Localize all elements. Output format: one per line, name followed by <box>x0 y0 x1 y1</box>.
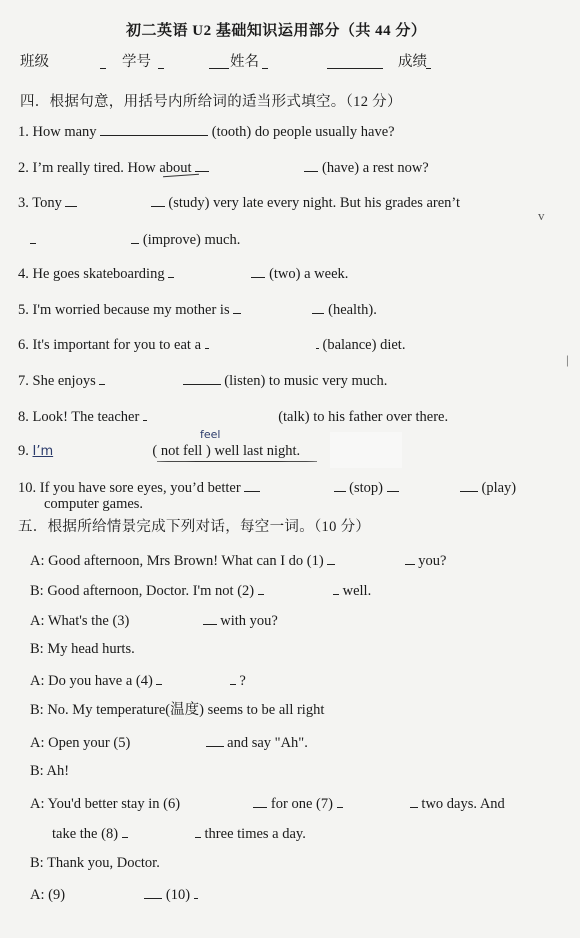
dialog-line-1 <box>30 550 446 570</box>
dialog-2-before: B: Good afternoon, Doctor. I'm not (2) <box>30 583 255 599</box>
q3-number: 3. <box>18 195 29 211</box>
q5-blank-a[interactable] <box>233 299 241 314</box>
dialog-9-mid: for one (7) <box>270 796 333 812</box>
q6 <box>18 334 405 354</box>
q3-blank-c[interactable] <box>30 229 36 244</box>
dialog-blank-10[interactable] <box>194 884 198 899</box>
dialog-5-before: A: Do you have a (4) <box>30 673 153 689</box>
q1-number: 1. <box>18 124 29 140</box>
score-field-tail <box>426 68 431 69</box>
check-mark: v <box>538 208 545 223</box>
dialog-line-4: B: My head hurts. <box>30 641 135 657</box>
q7-after: (listen) to music very much. <box>224 373 388 389</box>
dialog-2-after: well. <box>342 583 372 599</box>
dialog-blank-8a[interactable] <box>122 823 128 838</box>
q6-after: (balance) diet. <box>322 337 406 353</box>
dialog-line-2 <box>30 580 371 600</box>
q6-blank-b[interactable] <box>316 334 319 349</box>
q3-blank-d[interactable] <box>131 229 139 244</box>
dialog-line-11: B: Thank you, Doctor. <box>30 855 160 871</box>
q2-blank-b[interactable] <box>304 157 318 172</box>
dialog-blank-9[interactable] <box>144 884 162 899</box>
dialog-line-12 <box>30 884 198 904</box>
dialog-10-after: three times a day. <box>204 826 306 842</box>
q9 <box>18 441 300 461</box>
dialog-blank-5[interactable] <box>206 732 224 747</box>
q3-before: Tony <box>32 195 62 211</box>
section4-heading: 四．根据句意，用括号内所给词的适当形式填空。（12 分） <box>20 94 402 110</box>
q10-blank-d[interactable] <box>460 477 478 492</box>
q1 <box>18 121 395 141</box>
q8 <box>18 406 448 426</box>
dialog-line-9 <box>30 793 505 813</box>
q8-after: (talk) to his father over there. <box>278 409 449 425</box>
score-field[interactable] <box>327 68 383 69</box>
q5-number: 5. <box>18 302 29 318</box>
q4 <box>18 263 348 283</box>
dialog-blank-3[interactable] <box>203 610 217 625</box>
q2 <box>18 157 429 177</box>
dialog-12-before: A: (9) <box>30 887 66 903</box>
q4-blank-b[interactable] <box>251 263 265 278</box>
dialog-9-before: A: You'd better stay in (6) <box>30 796 181 812</box>
q9-erased-area <box>330 432 402 468</box>
q6-number: 6. <box>18 337 29 353</box>
q5-before: I'm worried because my mother is <box>32 302 230 318</box>
dialog-7-after: and say "Ah". <box>227 735 308 751</box>
q10-mid: (stop) <box>349 480 384 496</box>
dialog-3-after: with you? <box>220 613 278 629</box>
q6-blank-a[interactable] <box>205 334 209 349</box>
q5 <box>18 299 377 319</box>
q1-before: How many <box>32 124 97 140</box>
dialog-blank-8b[interactable] <box>195 823 201 838</box>
dialog-blank-2a[interactable] <box>258 580 264 595</box>
q10-number: 10. <box>18 480 37 496</box>
name-field-lead[interactable] <box>209 68 229 69</box>
dialog-line-3 <box>30 610 278 630</box>
q9-after: ( not fell ) well last night. <box>152 443 301 459</box>
dialog-blank-2b[interactable] <box>333 580 339 595</box>
margin-tick: | <box>566 352 569 367</box>
q10-blank-b[interactable] <box>334 477 346 492</box>
class-label: 班级 <box>20 54 49 70</box>
dialog-1-after: you? <box>418 553 447 569</box>
dialog-line-7 <box>30 732 308 752</box>
q2-before: I’m really tired. How about <box>32 160 192 176</box>
q9-underline-mark <box>157 461 317 462</box>
score-label: 成绩 <box>398 54 427 70</box>
q5-after: (health). <box>328 302 377 318</box>
q10-before: If you have sore eyes, you’d better <box>39 480 241 496</box>
class-field[interactable] <box>100 68 106 69</box>
name-label: 姓名 <box>230 54 259 70</box>
dialog-10-before: take the (8) <box>52 826 119 842</box>
dialog-blank-1b[interactable] <box>405 550 415 565</box>
dialog-blank-1a[interactable] <box>327 550 335 565</box>
dialog-blank-7b[interactable] <box>410 793 418 808</box>
dialog-line-8: B: Ah! <box>30 763 70 779</box>
name-field[interactable] <box>262 68 268 69</box>
q2-blank-a[interactable] <box>195 157 209 172</box>
dialog-blank-4a[interactable] <box>156 670 162 685</box>
q9-number: 9. <box>18 443 29 459</box>
q3-cont-after: (improve) much. <box>142 232 241 248</box>
q10-cont: computer games. <box>44 496 144 512</box>
q4-after: (two) a week. <box>269 266 349 282</box>
q4-number: 4. <box>18 266 29 282</box>
q3-after: (study) very late every night. But his grades aren’t <box>168 195 461 211</box>
q9-before: I’m <box>32 444 54 459</box>
student-no-field[interactable] <box>158 68 164 69</box>
q4-before: He goes skateboarding <box>32 266 165 282</box>
dialog-7-before: A: Open your (5) <box>30 735 131 751</box>
q10-after: (play) <box>481 480 517 496</box>
q7-number: 7. <box>18 373 29 389</box>
q10-blank-c[interactable] <box>387 477 399 492</box>
q7 <box>18 370 387 390</box>
q8-number: 8. <box>18 409 29 425</box>
dialog-blank-7a[interactable] <box>337 793 343 808</box>
q1-after: (tooth) do people usually have? <box>211 124 395 140</box>
q9-handwriting: feel <box>200 428 221 441</box>
section5-heading: 五．根据所给情景完成下列对话，每空一词。（10 分） <box>18 519 371 535</box>
dialog-9-after: two days. And <box>421 796 505 812</box>
q2-number: 2. <box>18 160 29 176</box>
dialog-5-after: ? <box>239 673 246 689</box>
q2-after: (have) a rest now? <box>322 160 429 176</box>
dialog-blank-4b[interactable] <box>230 670 236 685</box>
dialog-1-before: A: Good afternoon, Mrs Brown! What can I do (1) <box>30 553 324 569</box>
q10-blank-a[interactable] <box>244 477 260 492</box>
q4-blank-a[interactable] <box>168 263 174 278</box>
q8-blank[interactable] <box>143 406 147 421</box>
q3-cont <box>30 229 240 249</box>
dialog-line-5 <box>30 670 246 690</box>
dialog-3-before: A: What's the (3) <box>30 613 130 629</box>
q7-before: She enjoys <box>32 373 96 389</box>
q7-blank-a[interactable] <box>99 370 105 385</box>
dialog-line-6: B: No. My temperature(温度) seems to be all right <box>30 702 325 718</box>
dialog-blank-6[interactable] <box>253 793 267 808</box>
q5-blank-b[interactable] <box>312 299 324 314</box>
student-no-label: 学号 <box>122 54 151 70</box>
q6-before: It's important for you to eat a <box>32 337 202 353</box>
page-title: 初二英语 U2 基础知识运用部分（共 44 分） <box>126 23 427 39</box>
dialog-line-10 <box>52 823 306 843</box>
q3 <box>18 192 460 212</box>
q1-blank[interactable] <box>100 121 208 136</box>
q10 <box>18 477 516 497</box>
q3-blank-b[interactable] <box>151 192 165 207</box>
q7-blank-b[interactable] <box>183 370 221 385</box>
q8-before: Look! The teacher <box>32 409 140 425</box>
dialog-12-mid: (10) <box>165 887 191 903</box>
q3-blank-a[interactable] <box>65 192 77 207</box>
